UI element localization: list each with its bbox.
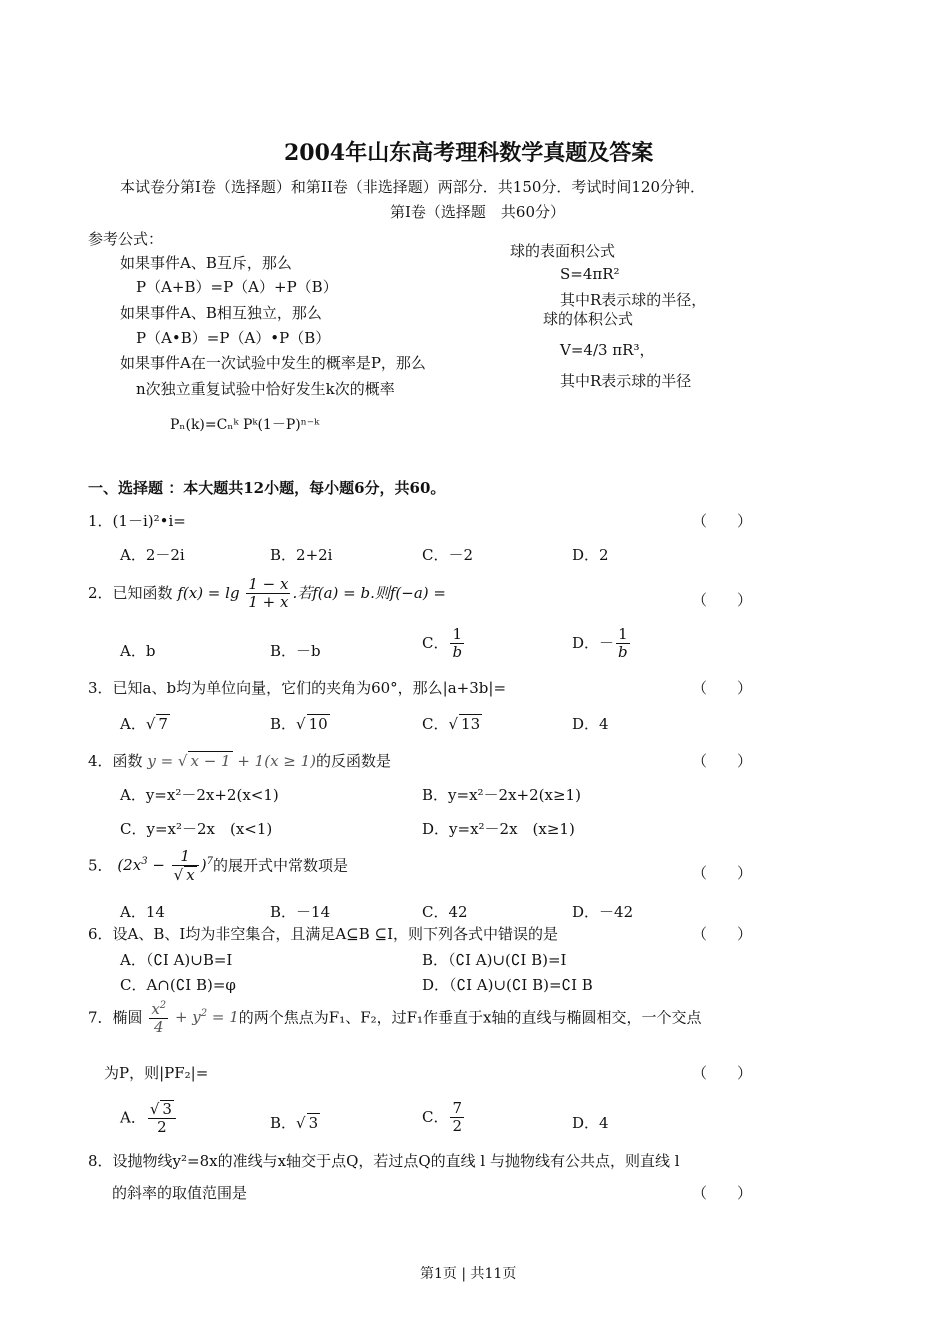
formula-line: P（A•B）=P（A）•P（B） (136, 329, 331, 347)
formula-line: P（A+B）=P（A）+P（B） (136, 278, 338, 296)
question-5-formula: ($2x^3$ − $\frac{1}{√ x}$ )$^7$ (117, 847, 213, 885)
option-b: B．2+2i (270, 546, 333, 564)
formula-line: 如果事件A、B互斥，那么 (120, 254, 292, 272)
option-d: D．－ $\frac{1}{b}$ (572, 625, 628, 662)
option-a: A．2－2i (120, 546, 185, 564)
answer-bracket: （ ） (692, 512, 753, 530)
question-7-line2: 为P，则|PF₂|= (104, 1064, 209, 1082)
option-d: D．4 (572, 715, 609, 733)
option-b: B．√ 3 (270, 1114, 319, 1132)
option-c: C．y=x²－2x (x<1) (120, 820, 273, 838)
exam-intro: 本试卷分第Ⅰ卷（选择题）和第II卷（非选择题）两部分．共150分．考试时间120分钟． (120, 178, 706, 196)
formula-line: 如果事件A、B相互独立，那么 (120, 304, 322, 322)
question-5-stem: 5． ($2x^3$ − $\frac{1}{√ x}$ )$^7$的展开式中常数项是 (88, 847, 348, 885)
question-3-stem: 3．已知a、b均为单位向量，它们的夹角为60°，那么|a+3b|= (88, 679, 507, 697)
option-c: C．A∩(∁I B)=φ (120, 976, 236, 994)
answer-bracket: （ ） (692, 752, 753, 770)
option-c: C． $\frac{1}{b}$ (422, 625, 463, 662)
question-8-line2: 的斜率的取值范围是 (112, 1184, 248, 1202)
option-a: A．√ 7 (120, 715, 168, 733)
formula-line: 球的体积公式 (543, 310, 634, 328)
answer-bracket: （ ） (692, 679, 753, 697)
option-a: A．b (120, 642, 156, 660)
answer-bracket: （ ） (692, 925, 753, 943)
question-7-stem: 7．椭圆 $\frac{x^2}{4}$ + $y^2 = 1$的两个焦点为F₁、F₂，过F₁作垂直于x轴的直线与椭圆相交，一个交点 (88, 1000, 702, 1037)
answer-bracket: （ ） (692, 1064, 753, 1082)
answer-bracket: （ ） (692, 591, 753, 609)
option-d: D．（∁I A)∪(∁I B)=∁I B (422, 976, 593, 994)
answer-bracket: （ ） (692, 1184, 753, 1202)
sphere-area-formula: S=4πR² (560, 265, 620, 283)
option-c: C． $\frac{7}{2}$ (422, 1099, 463, 1136)
page-footer: 第1页 | 共11页 (420, 1266, 517, 1282)
question-4-formula: y = √ x − 1 + 1(x ≥ 1) (147, 752, 317, 770)
formula-line: n次独立重复试验中恰好发生k次的概率 (136, 380, 395, 398)
option-b: B．－14 (270, 903, 331, 921)
option-a: A．y=x²－2x+2(x<1) (120, 786, 279, 804)
option-a: A．14 (120, 903, 165, 921)
option-a: A． $\frac{√ 3}{2}$ (120, 1100, 178, 1137)
answer-bracket: （ ） (692, 864, 753, 882)
formula-line: 其中R表示球的半径 (560, 372, 692, 390)
formula-line: 如果事件A在一次试验中发生的概率是P，那么 (120, 354, 426, 372)
formula-line: 其中R表示球的半径， (560, 291, 707, 309)
question-4-stem: 4．函数 y = √ x − 1 + 1(x ≥ 1)的反函数是 (88, 752, 392, 770)
formula-line: 球的表面积公式 (510, 242, 616, 260)
option-a: A．（∁I A)∪B=I (120, 951, 233, 969)
option-b: B．y=x²－2x+2(x≥1) (422, 786, 581, 804)
question-2-formula: f(x) = lg $\frac{1 - x}{1 + x}$ .若f(a) = b.则f(−a) = (177, 575, 446, 612)
question-7-formula: $\frac{x^2}{4}$ + $y^2 = 1$ (151, 1000, 239, 1037)
option-b: B．（∁I A)∪(∁I B)=I (422, 951, 567, 969)
question-8-stem: 8．设抛物线y²=8x的准线与x轴交于点Q，若过点Q的直线 l 与抛物线有公共点，则直线 l (88, 1152, 680, 1170)
section-heading: 一、选择题 ：本大题共12小题，每小题6分，共60。 (88, 479, 446, 497)
binomial-formula: Pₙ(k)=Cₙᵏ Pᵏ(1－P)ⁿ⁻ᵏ (170, 417, 320, 433)
sphere-volume-formula: V=4/3 πR³， (560, 341, 655, 359)
formulas-heading: 参考公式： (88, 230, 164, 248)
question-1-stem: 1．(1－i)²•i= (88, 512, 186, 530)
question-2-stem (88, 576, 446, 612)
option-d: D．4 (572, 1114, 609, 1132)
question-2-text: 2．已知函数 (88, 583, 173, 602)
option-d: D．y=x²－2x (x≥1) (422, 820, 575, 838)
option-d: D．－42 (572, 903, 634, 921)
option-d: D．2 (572, 546, 609, 564)
option-c: C．－2 (422, 546, 474, 564)
question-6-stem: 6．设A、B、I均为非空集合，且满足A⊆B ⊆I，则下列各式中错误的是 (88, 925, 559, 943)
option-c: C．√ 13 (422, 715, 481, 733)
option-b: B．－b (270, 642, 321, 660)
page-title: 2004年山东高考理科数学真题及答案 (284, 140, 654, 166)
part-heading: 第Ⅰ卷（选择题 共60分） (390, 203, 566, 221)
option-b: B．√ 10 (270, 715, 328, 733)
option-c: C．42 (422, 903, 468, 921)
